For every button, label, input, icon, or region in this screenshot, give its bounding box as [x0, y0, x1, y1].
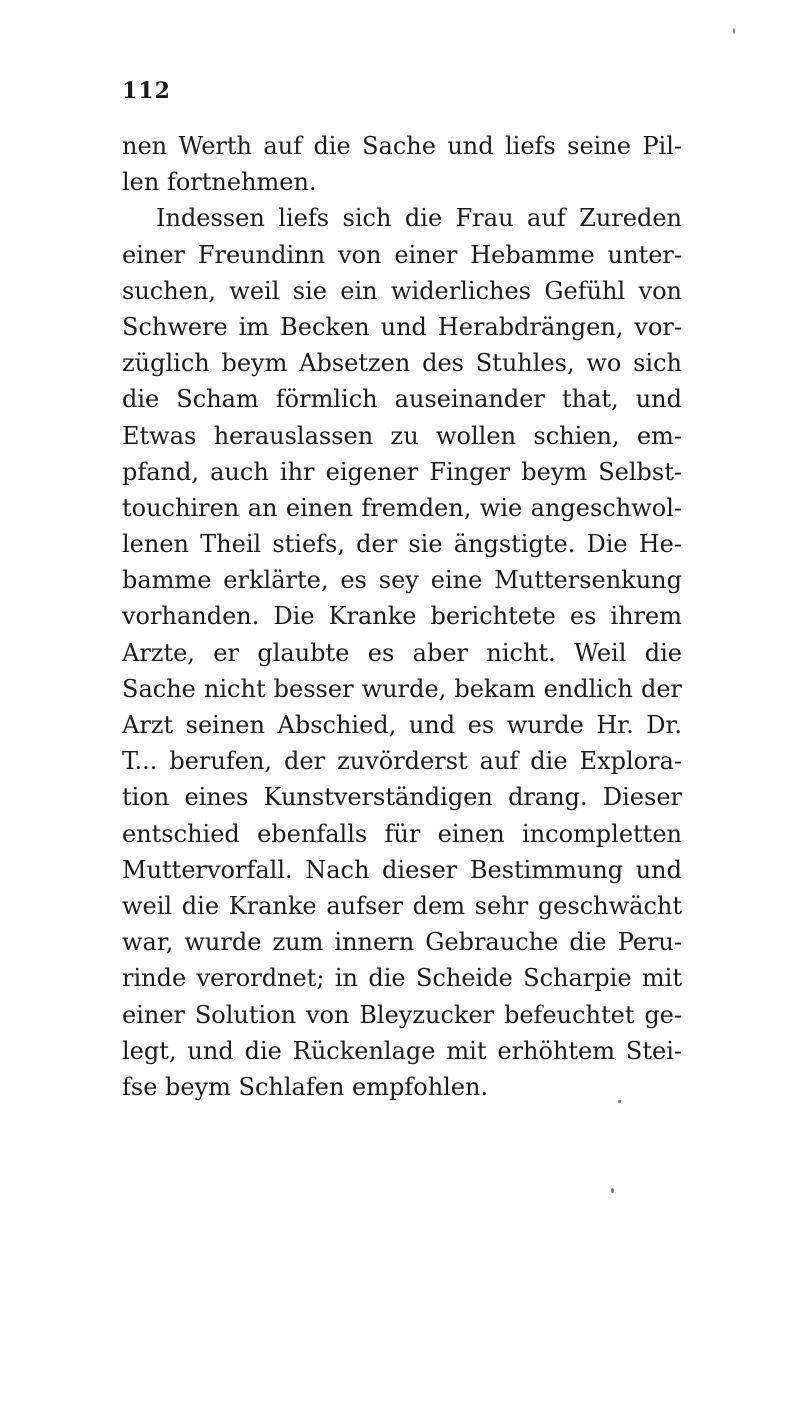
- text-line: die Scham förmlich auseinander that, und: [122, 385, 682, 414]
- text-line: Arzt seinen Abschied, und es wurde Hr. Dr.: [122, 711, 682, 739]
- text-line: lenen Theil stiefs, der sie ängstigte. Die He-: [122, 530, 682, 559]
- text-line: nen Werth auf die Sache und liefs seine Pil-: [122, 132, 682, 160]
- text-line: Arzte, er glaubte es aber nicht. Weil die: [122, 638, 682, 667]
- text-line: weil die Kranke aufser dem sehr geschwächt: [122, 891, 682, 920]
- text-line: war, wurde zum innern Gebrauche die Peru-: [122, 928, 682, 957]
- paper-speck: [611, 1188, 614, 1193]
- page-number: 112: [122, 78, 171, 104]
- text-line: bamme erklärte, es sey eine Muttersenkung: [122, 566, 682, 595]
- text-line: touchiren an einen fremden, wie angeschwol-: [122, 493, 682, 522]
- text-line: T... berufen, der zuvörderst auf die Explora-: [122, 747, 682, 776]
- text-line: Schwere im Becken und Herabdrängen, vor-: [122, 312, 682, 341]
- text-line: einer Freundinn von einer Hebamme unter-: [122, 240, 682, 269]
- paper-speck: [733, 28, 735, 34]
- text-line: entschied ebenfalls für einen incompletten: [122, 819, 682, 848]
- paper-speck: [618, 1100, 621, 1103]
- text-line: Indessen liefs sich die Frau auf Zureden: [156, 204, 682, 233]
- text-line: rinde verordnet; in die Scheide Scharpie mit: [122, 964, 682, 993]
- text-line: tion eines Kunstverständigen drang. Dieser: [122, 783, 682, 812]
- text-line: vorhanden. Die Kranke berichtete es ihrem: [122, 602, 682, 631]
- text-line: züglich beym Absetzen des Stuhles, wo sich: [122, 349, 682, 378]
- text-line: Sache nicht besser wurde, bekam endlich der: [122, 674, 682, 703]
- text-line: legt, und die Rückenlage mit erhöhtem Stei-: [122, 1036, 682, 1065]
- text-line: einer Solution von Bleyzucker befeuchtet ge-: [122, 1000, 682, 1029]
- text-line: Etwas herauslassen zu wollen schien, em-: [122, 421, 682, 450]
- text-line: fse beym Schlafen empfohlen.: [122, 1072, 489, 1101]
- text-line: Muttervorfall. Nach dieser Bestimmung und: [122, 855, 682, 884]
- body-text: [122, 128, 682, 1105]
- text-line: pfand, auch ihr eigener Finger beym Selbst-: [122, 457, 682, 486]
- text-line: suchen, weil sie ein widerliches Gefühl von: [122, 276, 682, 305]
- text-line: len fortnehmen.: [122, 168, 317, 197]
